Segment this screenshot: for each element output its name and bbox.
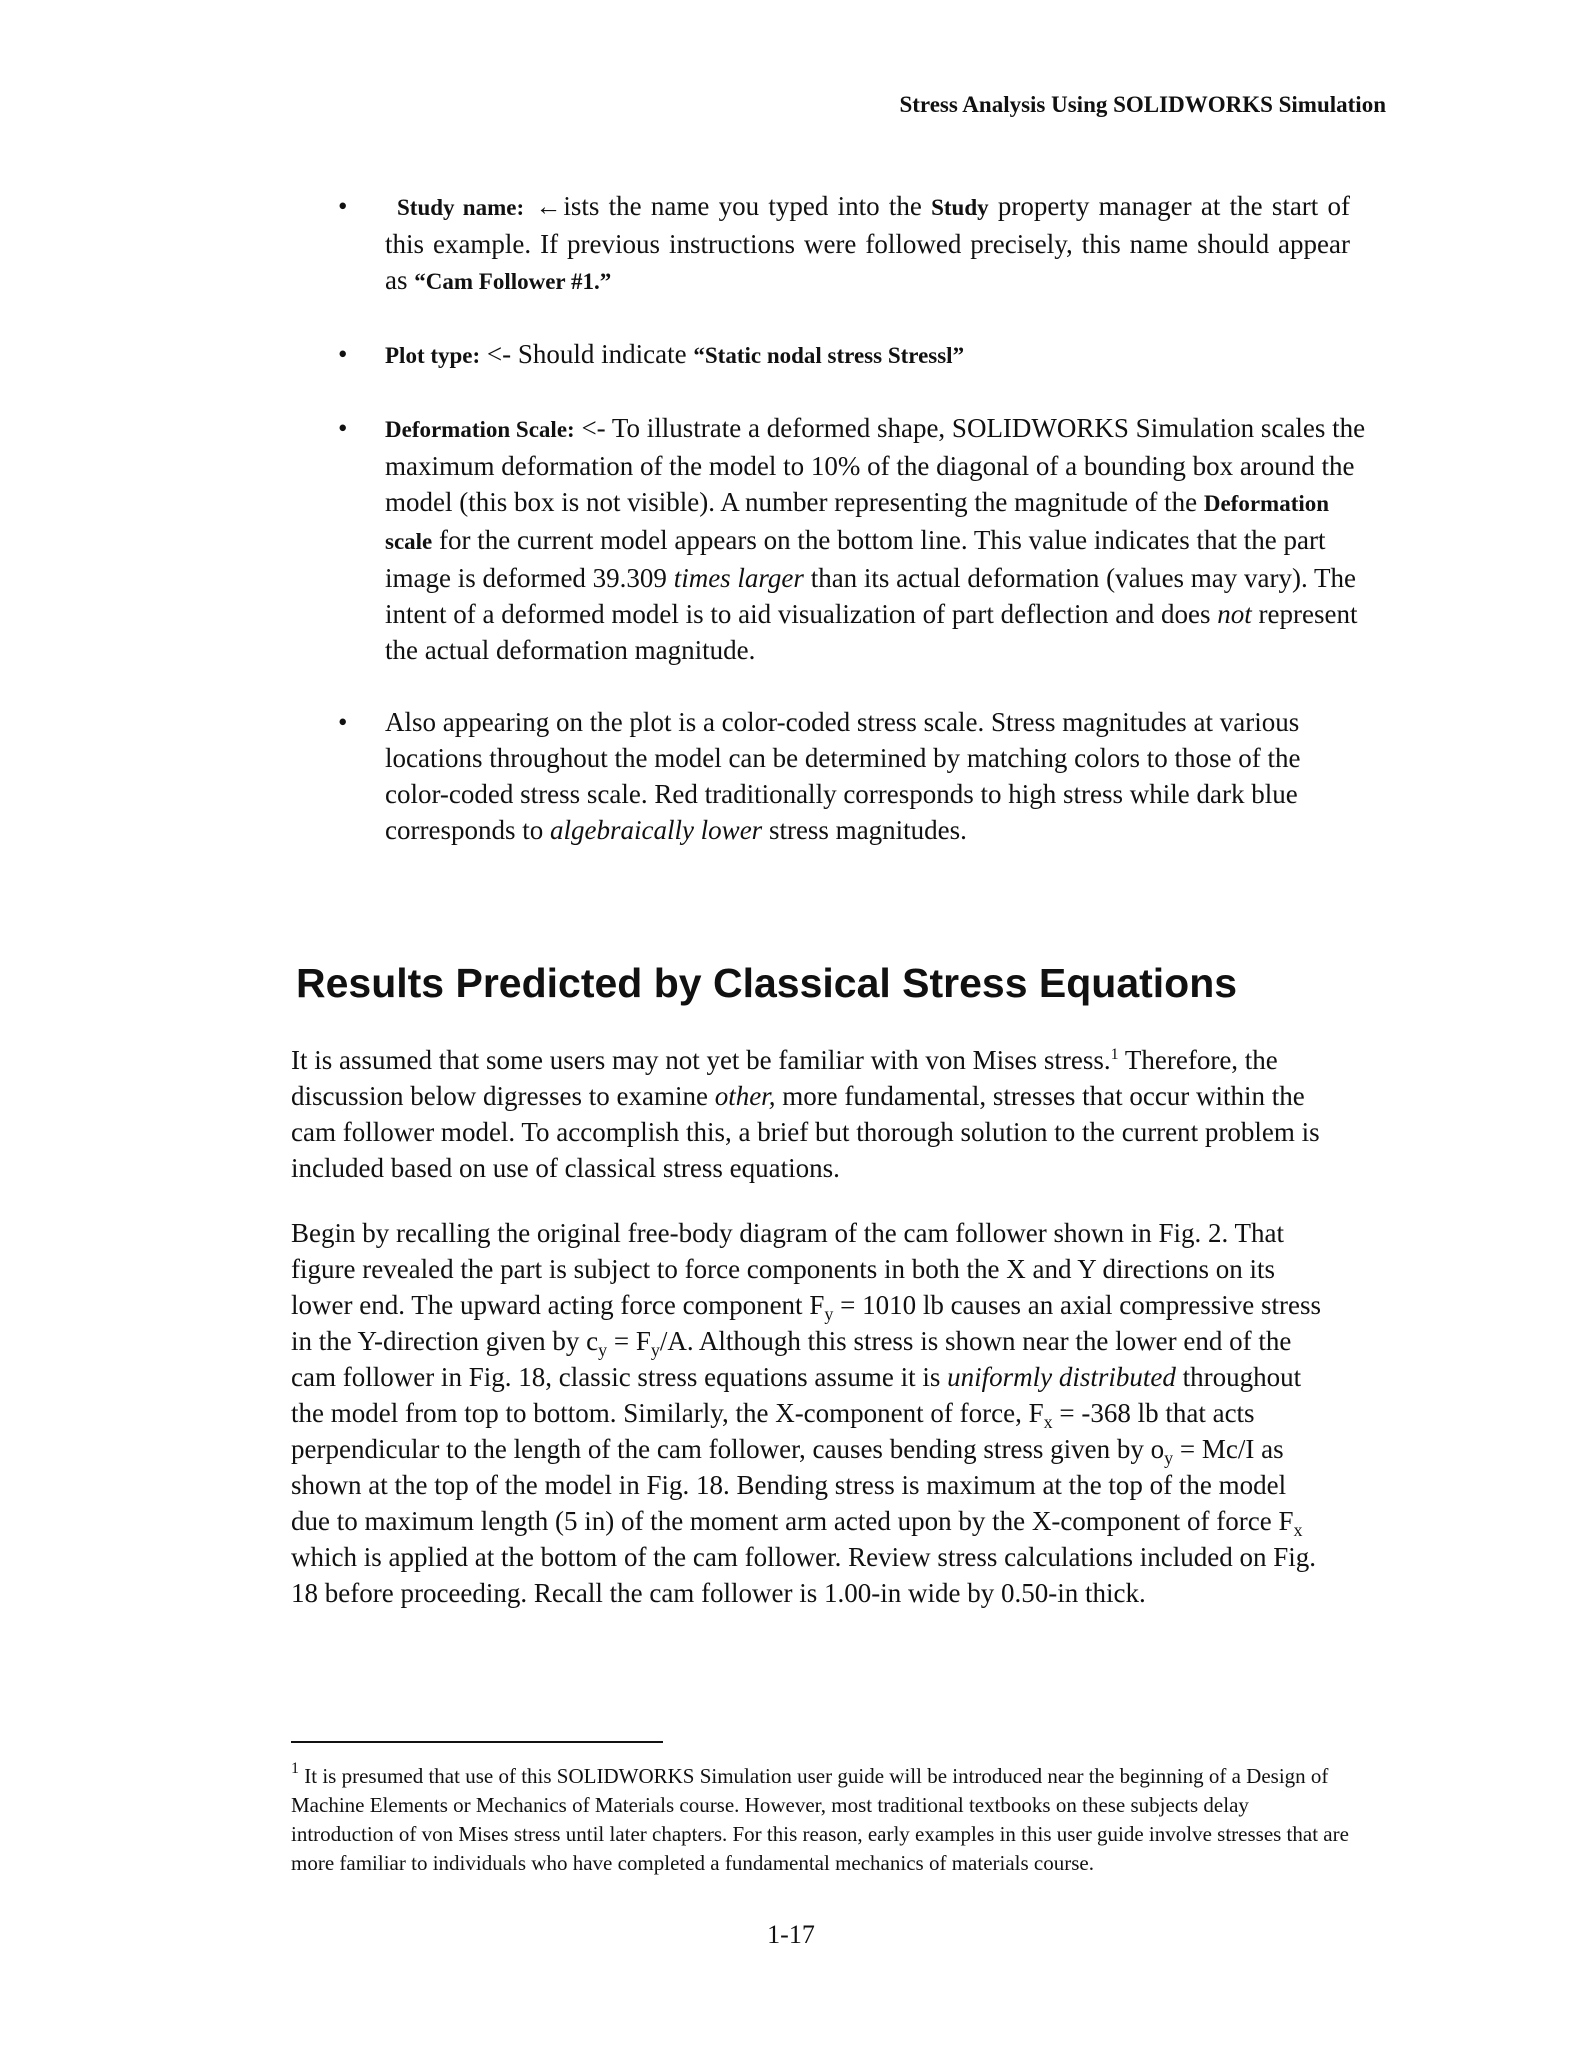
cursor-arrow-icon: ← <box>535 192 562 221</box>
footnote-reference: 1 <box>1110 1046 1119 1063</box>
bullet-marker: • <box>338 413 348 443</box>
bullet-marker: • <box>338 707 348 737</box>
bullet-plot-type: • Plot type: <- Should indicate “Static nodal stress Stressl” <box>290 336 1370 374</box>
bullet-deformation-scale: • Deformation Scale: <- To illustrate a deformed shape, SOLIDWORKS Simulation scales the maximum deformation of the model to 10% of the diagonal of a bounding box around the model (this box is not visible). A number representing the magnitude of the Deformation scale for the current model appears on the bottom line. This value indicates that the part image is deformed 39.309 times larger than its actual deformation (values may vary). The intent of a deformed model is to aid visualization of part deflection and does not represent the actual deformation magnitude. <box>290 410 1370 668</box>
section-heading: Results Predicted by Classical Stress Equations <box>296 960 1238 1006</box>
footnote-divider <box>291 1741 663 1743</box>
bullet-color-scale: • Also appearing on the plot is a color-coded stress scale. Stress magnitudes at various locations throughout the model can be determined by matching colors to those of the color-coded stress scale. Red traditionally corresponds to high stress while dark blue corresponds to algebraically lower stress magnitudes. <box>290 704 1370 848</box>
bullet-study-name: • Study name: ←ists the name you typed into the Study property manager at the start of this example. If previous instructions were followed precisely, this name should appear as “Cam Follower #1.” <box>290 188 1350 300</box>
bullet-list <box>290 188 1370 848</box>
running-header: Stress Analysis Using SOLIDWORKS Simulation <box>899 92 1386 117</box>
footnote <box>291 1762 1351 1878</box>
study-name-value: “Cam Follower #1.” <box>414 269 612 294</box>
bullet-marker: • <box>338 191 348 221</box>
bullet-marker: • <box>338 339 348 369</box>
footnote-marker: 1 <box>291 1760 299 1777</box>
deformation-scale-label: Deformation Scale: <box>385 417 575 442</box>
plot-type-label: Plot type: <box>385 343 481 368</box>
study-name-label: Study name: <box>397 195 525 220</box>
paragraph-free-body-diagram: Begin by recalling the original free-body diagram of the cam follower shown in Fig. 2. That figure revealed the part is subject to force components in both the X and Y directions on its lower end. The upward acting force component $F_y = 1010$ lb causes an axial compressive stress in the Y-direction given by $c_y = F_y/A$. Although this stress is shown near the lower end of the cam follower in Fig. 18, classic stress equations assume it is uniformly distributed throughout the model from top to bottom. Similarly, the X-component of force, $F_x = -368$ lb that acts perpendicular to the length of the cam follower, causes bending stress given by $o_y = Mc/I$ as shown at the top of the model in Fig. 18. Bending stress is maximum at the top of the model due to maximum length (5 in) of the moment arm acted upon by the X-component of force $F_x$ which is applied at the bottom of the cam follower. Review stress calculations included on Fig. 18 before proceeding. Recall the cam follower is 1.00-in wide by 0.50-in thick. <box>291 1218 1321 1608</box>
plot-type-value: “Static nodal stress Stressl” <box>693 343 965 368</box>
footnote-text: It is presumed that use of this SOLIDWORKS Simulation user guide will be introduced near the beginning of a Design of Machine Elements or Mechanics of Materials course. However, most traditional textbooks on these subjects delay introduction of von Mises stress until later chapters. For this reason, early examples in this user guide involve stresses that are more familiar to individuals who have completed a fundamental mechanics of materials course. <box>291 1764 1349 1875</box>
page-number: 1-17 <box>767 1920 815 1949</box>
paragraph-von-mises-intro: It is assumed that some users may not yet be familiar with von Mises stress.$^1$ Therefore, the discussion below digresses to examine other, more fundamental, stresses that occur within the cam follower model. To accomplish this, a brief but thorough solution to the current problem is included based on use of classical stress equations. <box>291 1045 1320 1183</box>
